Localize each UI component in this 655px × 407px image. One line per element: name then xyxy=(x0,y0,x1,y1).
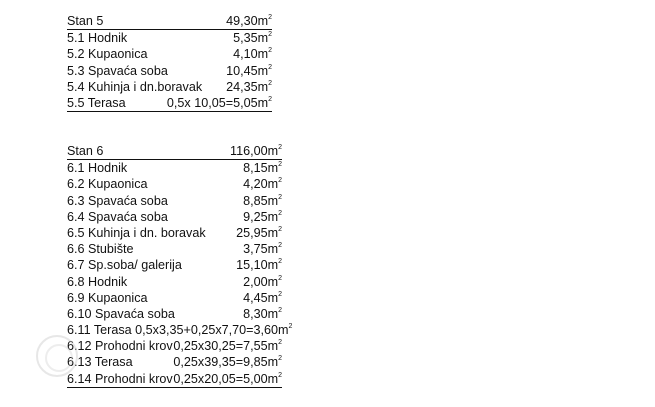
room-row xyxy=(67,176,282,192)
room-row xyxy=(67,193,282,209)
stan-6-title: Stan 6 xyxy=(67,144,104,158)
room-row xyxy=(67,290,282,306)
room-area: $5,35m^2$ xyxy=(233,31,272,46)
room-area: $2,00m^2$ xyxy=(243,274,282,289)
room-label: 6.10 Spavaća soba xyxy=(67,306,175,321)
room-label: 6.6 Stubište xyxy=(67,242,134,257)
room-label: 5.2 Kupaonica xyxy=(67,47,148,62)
room-label: 5.3 Spavaća soba xyxy=(67,63,168,78)
room-area: $10,45m^2$ xyxy=(226,63,272,78)
room-label: 5.1 Hodnik xyxy=(67,31,128,46)
room-label: 6.3 Spavaća soba xyxy=(67,193,168,208)
room-area: $8,30m^2$ xyxy=(243,306,282,321)
room-area: $15,10m^2$ xyxy=(236,258,282,273)
room-label: 6.9 Kupaonica xyxy=(67,290,148,305)
room-label: 6.13 Terasa xyxy=(67,355,133,370)
room-label: 6.2 Kupaonica xyxy=(67,177,148,192)
room-area: $0,25x39,35=9,85m^2$ xyxy=(173,355,282,370)
stan-6-heading-row xyxy=(67,143,282,160)
room-row xyxy=(67,30,272,46)
room-row xyxy=(67,46,272,62)
room-area: $8,85m^2$ xyxy=(243,193,282,208)
stan-6-section xyxy=(67,143,293,388)
room-row xyxy=(67,95,272,112)
room-area: 0,5x $10,05=5,05m^2$ xyxy=(166,95,272,110)
room-area: $0,25x20,05=5,00m^2$ xyxy=(173,371,282,386)
room-row xyxy=(67,241,282,257)
room-label: 6.7 Sp.soba/ galerija xyxy=(67,258,182,273)
stan-5-section xyxy=(67,13,272,112)
room-row xyxy=(67,274,282,290)
stan-6-total: $116,00m^2$ xyxy=(230,144,282,158)
room-row xyxy=(67,338,282,354)
room-area: $0,25x30,25=7,55m^2$ xyxy=(173,339,282,354)
room-row xyxy=(67,371,282,388)
room-label: 6.8 Hodnik xyxy=(67,274,128,289)
room-label: 6.5 Kuhinja i dn. boravak xyxy=(67,225,206,240)
room-area: $24,35m^2$ xyxy=(226,79,272,94)
room-area: $4,45m^2$ xyxy=(243,290,282,305)
stan-5-title: Stan 5 xyxy=(67,14,104,28)
room-row xyxy=(67,225,282,241)
room-label: 6.4 Spavaća soba xyxy=(67,209,168,224)
room-area: $3,75m^2$ xyxy=(243,242,282,257)
room-label: 5.5 Terasa xyxy=(67,95,126,110)
stan-5-heading-row xyxy=(67,13,272,30)
room-label: 6.14 Prohodni krov xyxy=(67,371,173,386)
room-row xyxy=(67,160,282,176)
room-row xyxy=(67,63,272,79)
room-area: $8,15m^2$ xyxy=(243,161,282,176)
room-label-with-area: 6.11 Terasa $0,5x3,35+0,25x7,70=3,60m^2$ xyxy=(67,323,293,338)
room-area: $9,25m^2$ xyxy=(243,209,282,224)
room-row xyxy=(67,257,282,273)
room-row xyxy=(67,306,282,322)
room-row xyxy=(67,354,282,370)
room-row xyxy=(67,79,272,95)
watermark-logo-icon xyxy=(36,335,78,377)
room-row xyxy=(67,322,293,338)
room-label: 5.4 Kuhinja i dn.boravak xyxy=(67,79,203,94)
room-area: $4,20m^2$ xyxy=(243,177,282,192)
stan-5-total: $49,30m^2$ xyxy=(226,14,272,28)
room-area: $25,95m^2$ xyxy=(236,225,282,240)
room-area: $4,10m^2$ xyxy=(233,47,272,62)
room-row xyxy=(67,209,282,225)
room-label: 6.1 Hodnik xyxy=(67,161,128,176)
room-label: 6.12 Prohodni krov xyxy=(67,339,173,354)
